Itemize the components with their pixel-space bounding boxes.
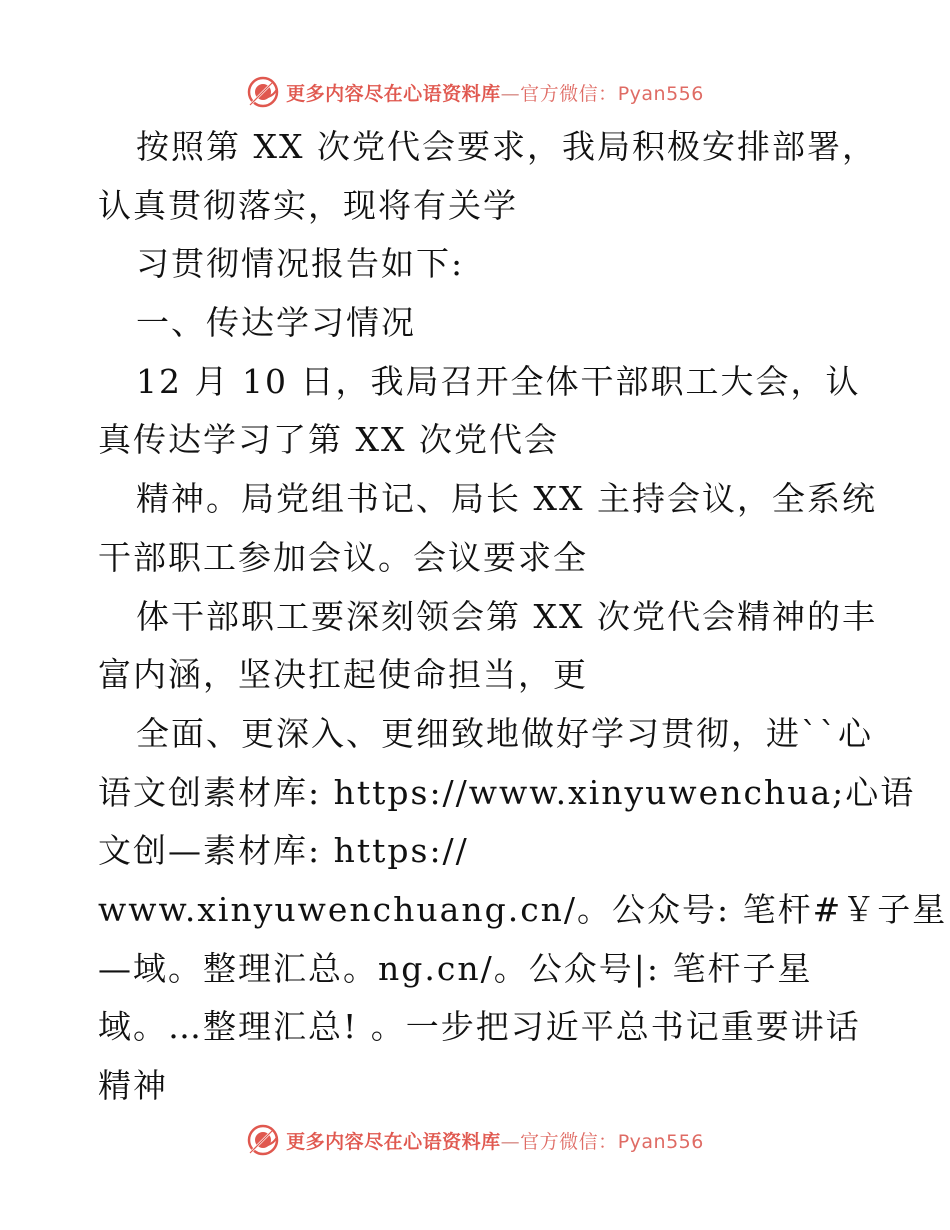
banner-wechat-id: Pyan556 (617, 82, 704, 105)
banner-title: 更多内容尽在心语资料库 (286, 1130, 501, 1153)
document-line: 全面、更深入、更细致地做好学习贯彻，进``心 (136, 713, 873, 753)
document-line: 体干部职工要深刻领会第 XX 次党代会精神的丰 (136, 596, 877, 636)
footer-watermark-banner (0, 1120, 950, 1160)
document-line: 干部职工参加会议。会议要求全 (98, 537, 588, 577)
banner-title: 更多内容尽在心语资料库 (286, 82, 501, 105)
section-heading: 一、传达学习情况 (136, 303, 416, 343)
document-line: 认真贯彻落实，现将有关学 (98, 185, 518, 225)
banner-separator: — (500, 1130, 521, 1153)
document-line: 域。…整理汇总! 。一步把习近平总书记重要讲话 (98, 1007, 861, 1047)
header-watermark-banner (0, 72, 950, 112)
banner-separator: — (500, 82, 521, 105)
red-seal-logo-icon (246, 75, 280, 109)
document-line: 习贯彻情况报告如下: (136, 244, 465, 284)
red-seal-logo-icon (246, 1123, 280, 1157)
document-body (98, 118, 948, 1116)
banner-wechat-label: 官方微信： (520, 82, 618, 105)
document-line: —域。整理汇总。ng.cn/。公众号|: 笔杆子星 (98, 948, 813, 988)
document-line: 精神。局党组书记、局长 XX 主持会议，全系统 (136, 479, 877, 519)
document-line: 真传达学习了第 XX 次党代会 (98, 420, 559, 460)
banner-wechat-id: Pyan556 (617, 1130, 704, 1153)
document-line: 富内涵，坚决扛起使命担当，更 (98, 655, 588, 695)
document-line: 文创—素材库: https:// (98, 831, 469, 871)
document-line: 语文创素材库: https://www.xinyuwenchua;心语 (98, 772, 916, 812)
document-line: 按照第 XX 次党代会要求，我局积极安排部署， (136, 127, 877, 166)
document-line: 精神 (98, 1066, 168, 1105)
document-line: 12 月 10 日，我局召开全体干部职工大会，认 (136, 361, 861, 401)
document-line: www.xinyuwenchuang.cn/。公众号: 笔杆#￥子星 (98, 889, 948, 929)
banner-wechat-label: 官方微信： (520, 1130, 618, 1153)
